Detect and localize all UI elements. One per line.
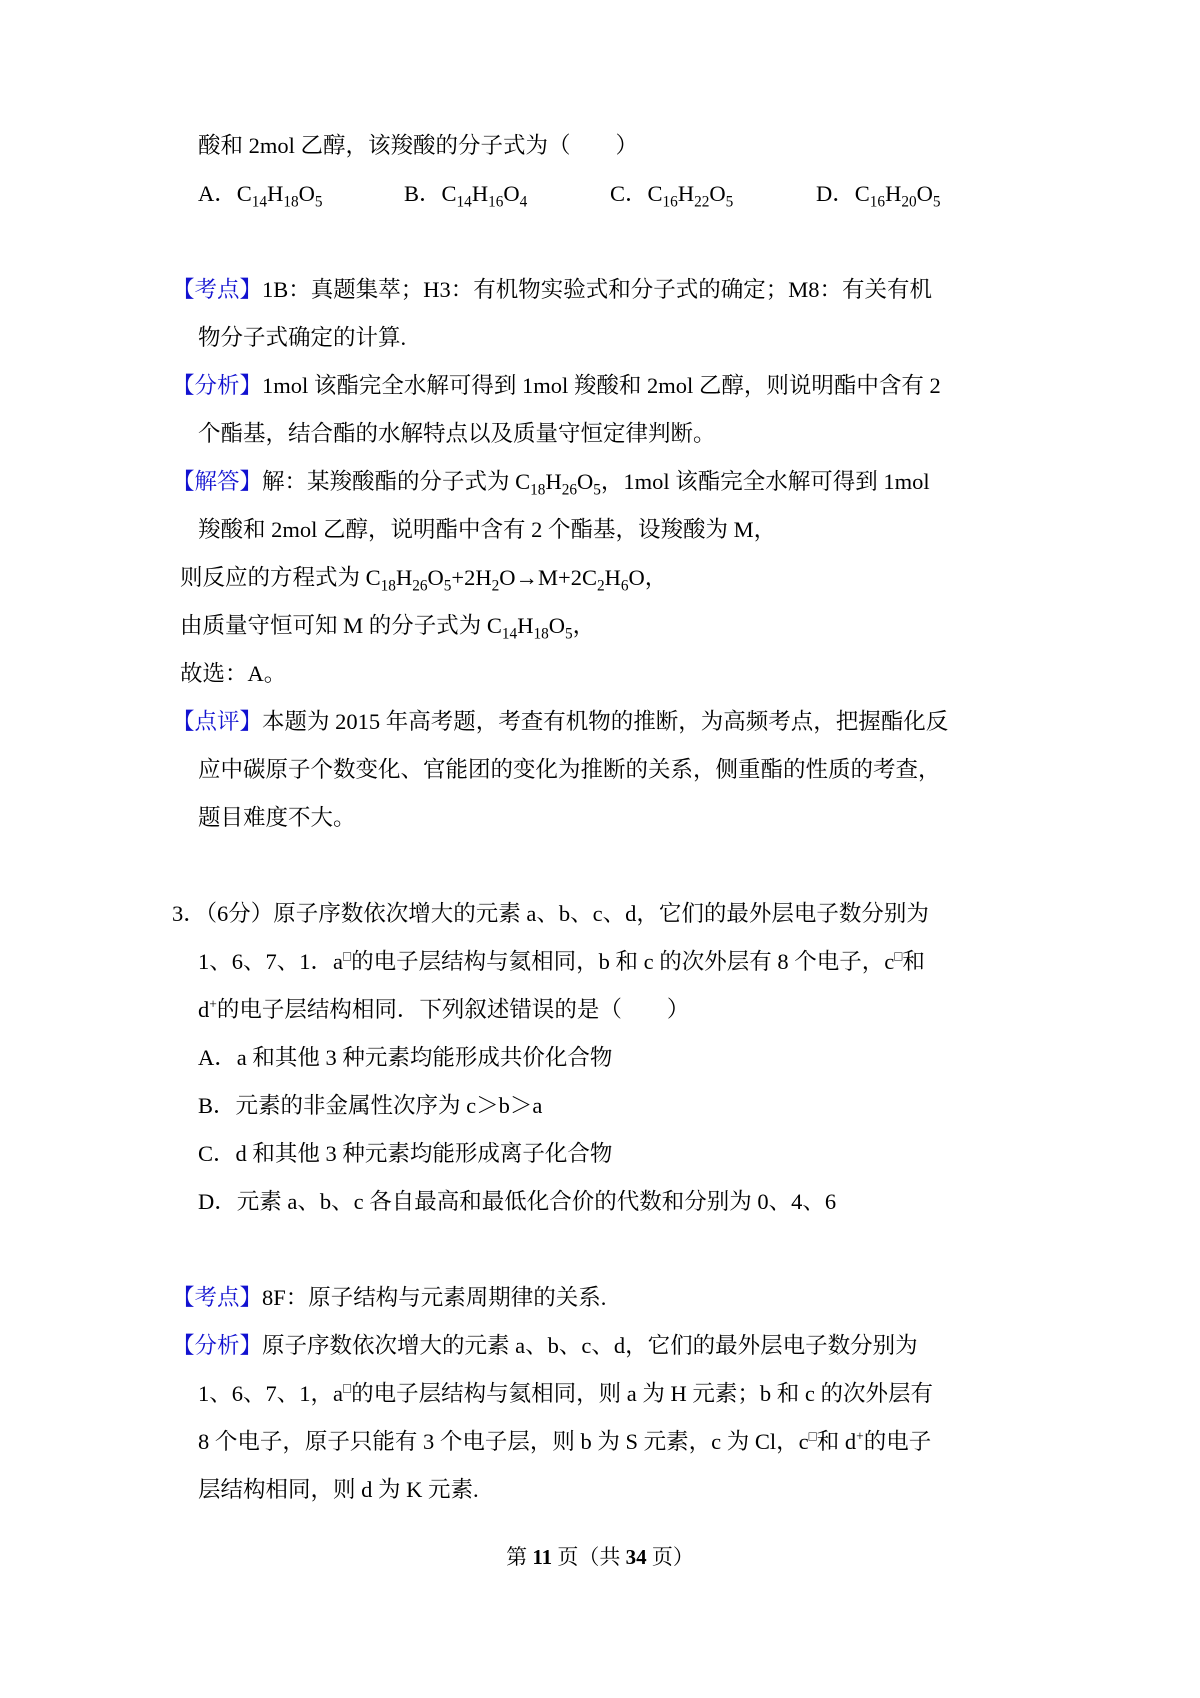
- footer-middle: 页（共: [552, 1545, 626, 1569]
- q3-stem-line2: 1、6、7、1．a□的电子层结构与氦相同，b 和 c 的次外层有 8 个电子，c□和: [198, 948, 925, 974]
- q3-option-b: B．元素的非金属性次序为 c＞b＞a: [198, 1093, 543, 1118]
- kaodian-label: 【考点】: [172, 277, 263, 302]
- footer-suffix: 页）: [646, 1545, 694, 1569]
- footer-prefix: 第: [506, 1545, 533, 1569]
- q3-fenxi-line4: 层结构相同，则 d 为 K 元素.: [198, 1477, 479, 1502]
- q2-options-row: [198, 170, 1050, 218]
- fenxi-text: 1mol 该酯完全水解可得到 1mol 羧酸和 2mol 乙醇，则说明酯中含有 2: [262, 373, 941, 398]
- q2-option-d: D．$C_{16}H_{20}O_5$: [816, 181, 941, 211]
- jieda-label: 【解答】: [172, 469, 263, 494]
- q3-option-a: A．a 和其他 3 种元素均能形成共价化合物: [198, 1045, 613, 1070]
- blank-line: [172, 842, 1050, 890]
- q3-fenxi-line1: [172, 1322, 1050, 1370]
- q2-equation-line: 则反应的方程式为 $C_{18}H_{26}O_5+2H_2O\to M+2C_2H_6O$，: [180, 565, 668, 595]
- q2-option-c: C．$C_{16}H_{22}O_5$: [610, 181, 734, 211]
- q2-option-a: A．$C_{14}H_{18}O_5$: [198, 181, 323, 211]
- kaodian-text: 1B：真题集萃；H3：有机物实验式和分子式的确定；M8：有关有机: [262, 277, 933, 302]
- fenxi-label: 【分析】: [172, 1333, 263, 1358]
- q2-kaodian-line2: 物分子式确定的计算.: [198, 325, 407, 350]
- q3-stem-line1: 3．（6分）原子序数依次增大的元素 a、b、c、d，它们的最外层电子数分别为: [172, 901, 929, 926]
- q2-jieda-line1: [172, 458, 1050, 506]
- footer-total-pages: 34: [625, 1545, 647, 1569]
- jieda-text: 解：某羧酸酯的分子式为 $C_{18}H_{26}O_5$，1mol 该酯完全水解可得到 1mol: [262, 469, 930, 499]
- q2-dianping-line2: 应中碳原子个数变化、官能团的变化为推断的关系，侧重酯的性质的考查，: [198, 757, 941, 782]
- fenxi-label: 【分析】: [172, 373, 263, 398]
- q2-dianping-line3: 题目难度不大。: [198, 805, 356, 830]
- footer-page-number: 11: [532, 1545, 553, 1569]
- q3-stem-line3: d+的电子层结构相同．下列叙述错误的是（ ）: [198, 996, 690, 1022]
- q2-stem-tail: 酸和 2mol 乙醇，该羧酸的分子式为（ ）: [198, 133, 639, 158]
- q2-option-b: B．$C_{14}H_{16}O_4$: [404, 181, 528, 211]
- q2-jieda-line2: 羧酸和 2mol 乙醇，说明酯中含有 2 个酯基，设羧酸为 M，: [198, 517, 777, 542]
- dianping-label: 【点评】: [172, 709, 263, 734]
- kaodian-label: 【考点】: [172, 1285, 263, 1310]
- q3-fenxi-line3: 8 个电子，原子只能有 3 个电子层，则 b 为 S 元素，c 为 Cl，c□和 d+的电子: [198, 1428, 932, 1454]
- q2-kaodian-line1: [172, 266, 1050, 314]
- q3-fenxi-line2: 1、6、7、1，a□的电子层结构与氦相同，则 a 为 H 元素；b 和 c 的次外层有: [198, 1380, 934, 1406]
- q2-mass-line: 由质量守恒可知 M 的分子式为 $C_{14}H_{18}O_5$，: [180, 613, 596, 643]
- blank-line: [172, 1226, 1050, 1274]
- blank-line: [172, 218, 1050, 266]
- q2-fenxi-line2: 个酯基，结合酯的水解特点以及质量守恒定律判断。: [198, 421, 716, 446]
- q3-kaodian-line1: [172, 1274, 1050, 1322]
- q2-fenxi-line1: [172, 362, 1050, 410]
- kaodian-text: 8F：原子结构与元素周期律的关系.: [262, 1285, 607, 1310]
- dianping-text: 本题为 2015 年高考题，考查有机物的推断，为高频考点，把握酯化反: [262, 709, 949, 734]
- q2-answer-line: 故选：A。: [180, 661, 287, 686]
- q3-option-c: C．d 和其他 3 种元素均能形成离子化合物: [198, 1141, 613, 1166]
- q3-option-d: D．元素 a、b、c 各自最高和最低化合价的代数和分别为 0、4、6: [198, 1189, 837, 1214]
- q2-dianping-line1: [172, 698, 1050, 746]
- fenxi-text: 原子序数依次增大的元素 a、b、c、d，它们的最外层电子数分别为: [262, 1333, 918, 1358]
- page-footer: [0, 1542, 1200, 1572]
